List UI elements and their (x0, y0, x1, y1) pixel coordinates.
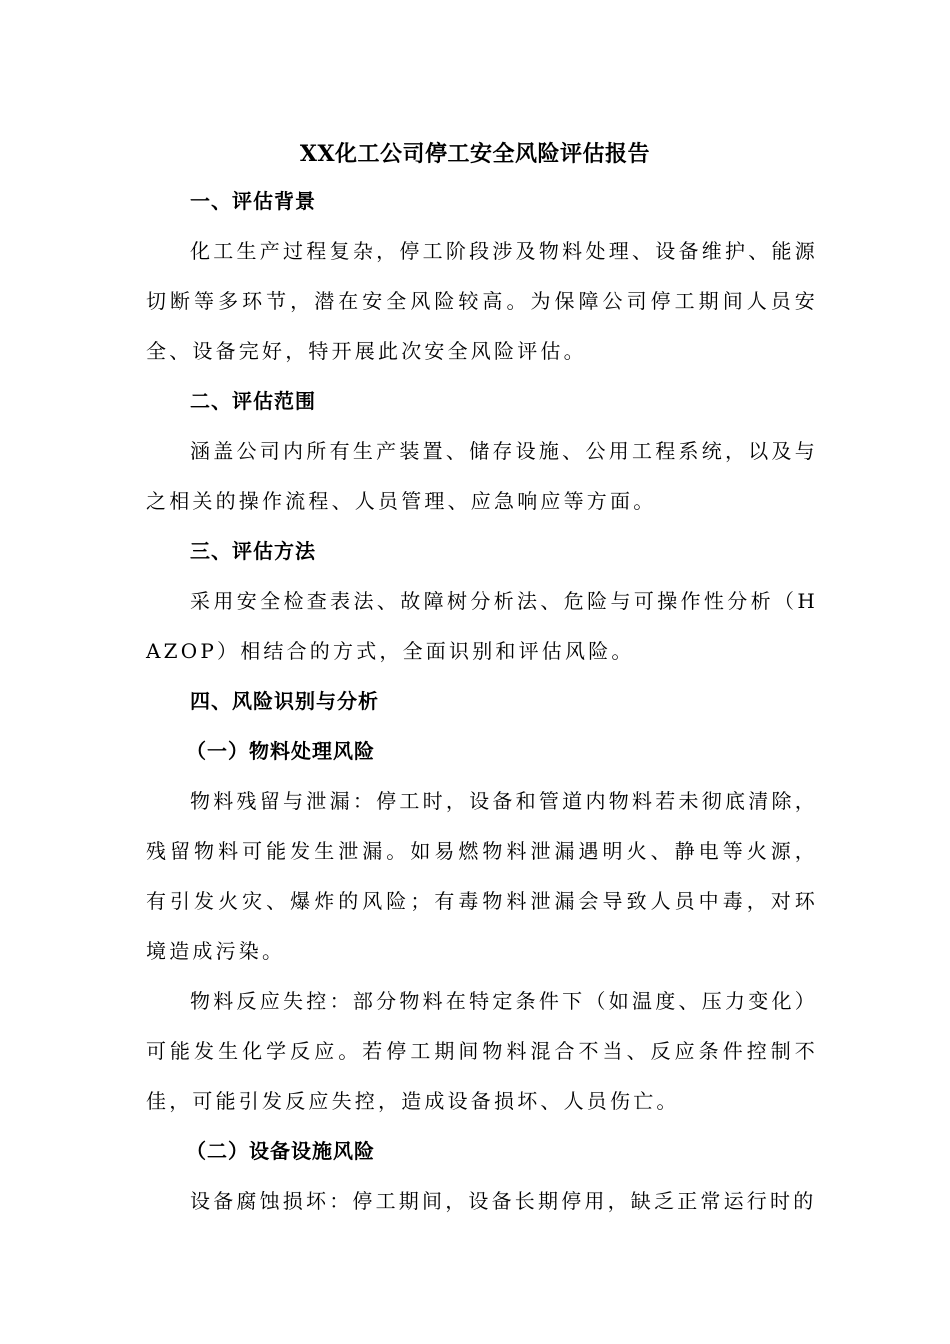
document-title: XX化工公司停工安全风险评估报告 (299, 141, 651, 167)
paragraph-equipment-corrosion: 设备腐蚀损坏：停工期间，设备长期停用，缺乏正常运行时的 (190, 1189, 817, 1213)
paragraph-method: 采用安全检查表法、故障树分析法、危险与可操作性分析（HAZOP）相结合的方式，全面识别和评估风险。 (146, 589, 818, 663)
section-heading-background: 一、评估背景 (190, 189, 316, 213)
section-heading-method: 三、评估方法 (190, 539, 316, 563)
subsection-heading-equipment: （二）设备设施风险 (186, 1139, 375, 1163)
paragraph-background: 化工生产过程复杂，停工阶段涉及物料处理、设备维护、能源切断等多环节，潜在安全风险较高。为保障公司停工期间人员安全、设备完好，特开展此次安全风险评估。 (146, 239, 818, 363)
paragraph-material-leak: 物料残留与泄漏：停工时，设备和管道内物料若未彻底清除，残留物料可能发生泄漏。如易燃物料泄漏遇明火、静电等火源，有引发火灾、爆炸的风险；有毒物料泄漏会导致人员中毒，对环境造成污染。 (146, 789, 818, 963)
section-heading-scope: 二、评估范围 (190, 389, 316, 413)
paragraph-scope: 涵盖公司内所有生产装置、储存设施、公用工程系统，以及与之相关的操作流程、人员管理、应急响应等方面。 (146, 439, 818, 513)
subsection-heading-material: （一）物料处理风险 (186, 739, 375, 763)
section-heading-risk-analysis: 四、风险识别与分析 (190, 689, 379, 713)
paragraph-material-reaction: 物料反应失控：部分物料在特定条件下（如温度、压力变化）可能发生化学反应。若停工期间物料混合不当、反应条件控制不佳，可能引发反应失控，造成设备损坏、人员伤亡。 (146, 989, 818, 1113)
